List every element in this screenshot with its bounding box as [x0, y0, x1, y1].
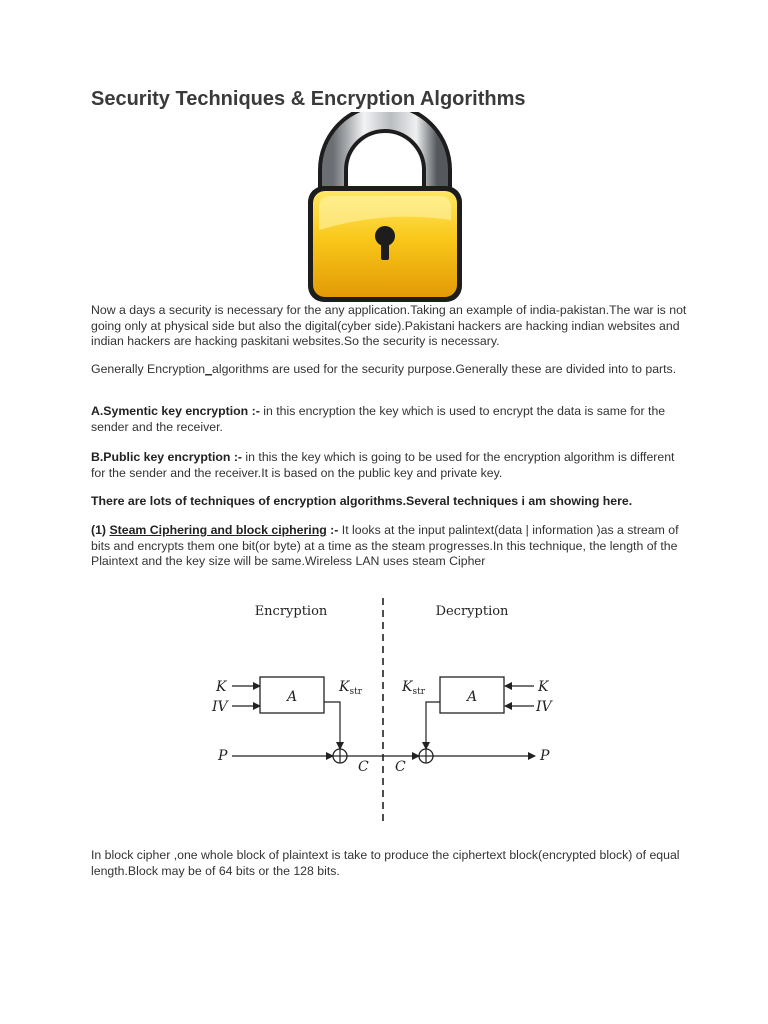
enc-key-label: K [216, 679, 227, 695]
symmetric-key-text: in this encryption the key which is used to encrypt the data is same for the sender and the receiver. [91, 404, 666, 434]
dec-kstr-k: K [402, 679, 413, 695]
dec-plaintext-label: P [540, 748, 550, 764]
symmetric-key-paragraph [91, 404, 691, 435]
enc-xor-icon [333, 749, 347, 763]
stream-cipher-heading: Steam Ciphering and block ciphering [109, 523, 327, 537]
public-key-paragraph [91, 450, 691, 481]
enc-kstr-label [338, 679, 363, 697]
enc-block-label: A [286, 689, 298, 705]
padlock-icon [305, 112, 465, 304]
p2-underscore: _ [205, 362, 212, 376]
enc-kstr-sub: str [349, 687, 363, 697]
dec-kstr-label [401, 679, 426, 697]
page-title: Security Techniques & Encryption Algorithms [91, 88, 526, 110]
techniques-intro: There are lots of techniques of encryption algorithms.Several techniques i am showing here. [91, 494, 633, 508]
stream-cipher-text: It looks at the input palintext(data | information )as a stream of bits and encrypts them one bit(or byte) at a time as the steam progresses.In this technique, the length of the Plaintext and the key size will be same.Wireless LAN uses steam Cipher [91, 523, 679, 568]
enc-kstr-k: K [339, 679, 350, 695]
stream-cipher-diagram [200, 592, 570, 828]
stream-cipher-number: (1) [91, 523, 107, 537]
intro-paragraph: Now a days a security is necessary for the any application.Taking an example of india-pakistan.The war is not going only at physical side but also the digital(cyber side).Pakistani hackers are hacking indian websites and indian hackers are hacking paskitani websites.So the security is necessary. [91, 303, 687, 348]
stream-cipher-sep: :- [330, 523, 339, 537]
symmetric-key-label: A.Symentic key encryption :- [91, 404, 260, 418]
dec-kstr-sub: str [412, 687, 426, 697]
public-key-text: in this the key which is going to be used for the encryption algorithm is different for the sender and the receiver.It is based on the public key and private key. [91, 450, 675, 480]
enc-ciphertext-label: C [358, 759, 369, 775]
public-key-label: B.Public key encryption :- [91, 450, 243, 464]
enc-iv-label: IV [212, 699, 228, 715]
encryption-title: Encryption [254, 604, 328, 619]
dec-key-label: K [538, 679, 549, 695]
dec-ciphertext-label: C [395, 759, 406, 775]
decryption-title: Decryption [435, 604, 509, 619]
encryption-types-paragraph [91, 362, 691, 378]
p2-before: Generally Encryption [91, 362, 206, 376]
dec-block-label: A [466, 689, 478, 705]
block-cipher-paragraph: In block cipher ,one whole block of plaintext is take to produce the ciphertext block(encrypted block) of equal length.Block may be of 64 bits or the 128 bits. [91, 848, 680, 878]
dec-xor-icon [419, 749, 433, 763]
dec-iv-label: IV [536, 699, 552, 715]
enc-plaintext-label: P [218, 748, 228, 764]
stream-cipher-paragraph [91, 523, 691, 570]
p2-after: algorithms are used for the security purpose.Generally these are divided into to parts. [212, 362, 677, 376]
